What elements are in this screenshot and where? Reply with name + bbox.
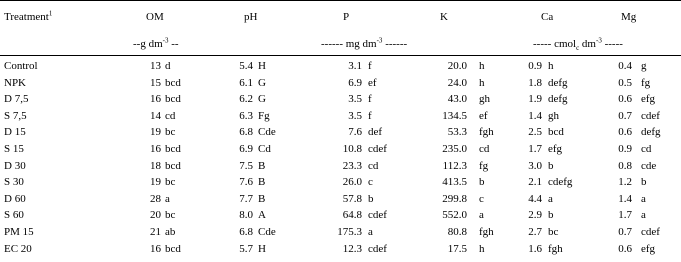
cell-mg: 0.4 <box>618 60 632 72</box>
cell-treatment: D 7,5 <box>4 93 29 106</box>
cell-treatment: Control <box>4 60 38 72</box>
cell-ca: 4.4 <box>528 192 542 205</box>
cell-ph: 6.3 <box>239 109 253 122</box>
cell-k-letter: fg <box>479 159 489 172</box>
cell-ca: 1.9 <box>528 93 542 106</box>
header-treatment <box>4 11 52 24</box>
cell-p: 57.8 <box>342 192 362 205</box>
cell-p-letter: cdef <box>368 209 387 222</box>
cell-ph-letter: H <box>258 60 266 72</box>
cell-ca-letter: bc <box>548 226 559 238</box>
cell-mg: 1.7 <box>618 209 632 222</box>
cell-ph-letter: G <box>258 76 266 89</box>
cell-p: 3.1 <box>348 60 362 72</box>
cell-ca: 2.1 <box>528 176 542 189</box>
cell-om: 19 <box>150 126 161 139</box>
header-ph: pH <box>244 11 258 23</box>
cell-ca-letter: gh <box>548 109 559 122</box>
cell-k: 17.5 <box>447 242 467 255</box>
cell-mg: 0.8 <box>618 159 632 172</box>
cell-mg: 0.7 <box>618 109 632 122</box>
cell-om: 21 <box>150 226 161 238</box>
unit-om: --g $dm^{-3}$ -- <box>133 36 179 50</box>
cell-om: 15 <box>150 76 161 89</box>
cell-om-letter: bc <box>165 209 176 222</box>
cell-treatment: S 7,5 <box>4 109 27 122</box>
cell-om-letter: cd <box>165 109 176 122</box>
cell-om: 20 <box>150 209 161 222</box>
cell-om-letter: bc <box>165 176 176 189</box>
cell-ph: 7.6 <box>239 176 253 189</box>
cell-om: 19 <box>150 176 161 189</box>
cell-treatment: D 60 <box>4 192 26 205</box>
cell-treatment: D 15 <box>4 126 26 139</box>
cell-k: 24.0 <box>447 76 467 89</box>
cell-om: 28 <box>150 192 161 205</box>
cell-p-letter: cd <box>368 159 379 172</box>
cell-ph-letter: Cde <box>258 226 276 238</box>
cell-p-letter: cdef <box>368 143 387 155</box>
cell-p-letter: f <box>368 93 372 106</box>
cell-k-letter: b <box>479 176 485 189</box>
cell-om-letter: bcd <box>165 159 181 172</box>
cell-mg-letter: a <box>641 209 646 222</box>
cell-treatment: PM 15 <box>4 226 34 238</box>
cell-mg-letter: efg <box>641 242 656 255</box>
cell-om-letter: bcd <box>165 242 181 255</box>
cell-k: 134.5 <box>442 109 467 122</box>
cell-mg-letter: b <box>641 176 647 189</box>
table-header-rule <box>0 55 681 56</box>
cell-k-letter: h <box>479 242 485 255</box>
cell-ca-letter: b <box>548 209 554 222</box>
cell-ca-letter: bcd <box>548 126 564 139</box>
cell-ca: 2.9 <box>528 209 542 222</box>
cell-ca-letter: efg <box>548 143 563 155</box>
cell-treatment: S 60 <box>4 209 24 222</box>
cell-k: 20.0 <box>447 60 467 72</box>
cell-treatment: NPK <box>4 76 27 89</box>
cell-ca: 3.0 <box>528 159 542 172</box>
cell-p-letter: c <box>368 176 373 189</box>
cell-k-letter: h <box>479 60 485 72</box>
header-p: P <box>343 11 350 23</box>
cell-mg: 0.7 <box>618 226 632 238</box>
cell-om: 14 <box>150 109 161 122</box>
cell-mg-letter: cde <box>641 159 657 172</box>
cell-ca: 1.6 <box>528 242 542 255</box>
cell-p-letter: a <box>368 226 373 238</box>
cell-mg: 0.9 <box>618 143 632 155</box>
cell-ca-letter: cdefg <box>548 176 573 189</box>
cell-k-letter: fgh <box>479 226 494 238</box>
cell-k-letter: ef <box>479 109 488 122</box>
cell-k-letter: a <box>479 209 484 222</box>
cell-mg-letter: cdef <box>641 109 660 122</box>
cell-om-letter: d <box>165 60 171 72</box>
cell-ca: 2.5 <box>528 126 542 139</box>
header-treatment-footnote: 1 <box>48 9 53 18</box>
cell-ph: 6.8 <box>239 226 253 238</box>
cell-mg: 0.6 <box>618 242 632 255</box>
unit-ca-mg: ----- cmol$_c$ $dm^{-3}$ ----- <box>533 36 623 53</box>
cell-p-letter: f <box>368 60 372 72</box>
cell-mg: 0.5 <box>618 76 632 89</box>
cell-k: 80.8 <box>447 226 467 238</box>
cell-treatment: EC 20 <box>4 242 32 255</box>
cell-ca-letter: defg <box>548 76 568 89</box>
cell-mg-letter: defg <box>641 126 661 139</box>
cell-ph: 7.5 <box>239 159 253 172</box>
cell-ca-letter: fgh <box>548 242 563 255</box>
cell-p: 64.8 <box>342 209 362 222</box>
cell-om: 18 <box>150 159 161 172</box>
cell-mg-letter: efg <box>641 93 656 106</box>
cell-om-letter: a <box>165 192 170 205</box>
cell-ph: 5.4 <box>239 60 253 72</box>
cell-om: 16 <box>150 143 161 155</box>
cell-p: 10.8 <box>342 143 362 155</box>
header-om: OM <box>146 11 164 23</box>
cell-ph-letter: H <box>258 242 266 255</box>
cell-ca: 0.9 <box>528 60 542 72</box>
cell-mg: 1.2 <box>618 176 632 189</box>
cell-ph-letter: Fg <box>258 109 270 122</box>
cell-mg-letter: cdef <box>641 226 660 238</box>
cell-p: 3.5 <box>348 93 362 106</box>
cell-mg-letter: cd <box>641 143 652 155</box>
cell-k-letter: c <box>479 192 484 205</box>
cell-p-letter: ef <box>368 76 377 89</box>
cell-treatment: D 30 <box>4 159 26 172</box>
cell-k: 552.0 <box>442 209 467 222</box>
cell-om-letter: bcd <box>165 143 181 155</box>
cell-ph: 8.0 <box>239 209 253 222</box>
cell-ph: 6.2 <box>239 93 253 106</box>
cell-ph: 6.9 <box>239 143 253 155</box>
cell-ca-letter: h <box>548 60 554 72</box>
cell-ca: 1.7 <box>528 143 542 155</box>
cell-om-letter: bcd <box>165 93 181 106</box>
cell-ph: 6.1 <box>239 76 253 89</box>
cell-k: 413.5 <box>442 176 467 189</box>
cell-p-letter: def <box>368 126 383 139</box>
cell-p: 175.3 <box>337 226 362 238</box>
header-treatment-label: Treatment <box>4 11 49 23</box>
cell-ph-letter: B <box>258 159 266 172</box>
cell-k: 299.8 <box>442 192 467 205</box>
cell-ph: 7.7 <box>239 192 253 205</box>
cell-ph-letter: B <box>258 176 266 189</box>
cell-mg-letter: fg <box>641 76 651 89</box>
cell-mg: 0.6 <box>618 93 632 106</box>
cell-mg-letter: g <box>641 60 647 72</box>
cell-ph: 6.8 <box>239 126 253 139</box>
cell-p: 7.6 <box>348 126 362 139</box>
cell-om: 13 <box>150 60 161 72</box>
cell-ph-letter: G <box>258 93 266 106</box>
cell-ph-letter: Cde <box>258 126 276 139</box>
cell-k: 43.0 <box>447 93 467 106</box>
cell-k-letter: h <box>479 76 485 89</box>
cell-p: 23.3 <box>342 159 362 172</box>
cell-mg: 1.4 <box>618 192 632 205</box>
cell-ca: 1.4 <box>528 109 542 122</box>
cell-om-letter: ab <box>165 226 176 238</box>
cell-p-letter: f <box>368 109 372 122</box>
cell-k: 53.3 <box>447 126 467 139</box>
cell-ph-letter: Cd <box>258 143 271 155</box>
cell-ph-letter: B <box>258 192 266 205</box>
cell-om-letter: bc <box>165 126 176 139</box>
cell-k-letter: fgh <box>479 126 494 139</box>
cell-k: 235.0 <box>442 143 467 155</box>
cell-om: 16 <box>150 93 161 106</box>
cell-treatment: S 15 <box>4 143 24 155</box>
cell-om: 16 <box>150 242 161 255</box>
cell-p: 26.0 <box>342 176 362 189</box>
cell-ca: 2.7 <box>528 226 542 238</box>
cell-ph-letter: A <box>258 209 266 222</box>
cell-p: 6.9 <box>348 76 362 89</box>
cell-om-letter: bcd <box>165 76 181 89</box>
cell-k-letter: gh <box>479 93 490 106</box>
cell-p: 3.5 <box>348 109 362 122</box>
cell-k-letter: cd <box>479 143 490 155</box>
cell-ca-letter: a <box>548 192 553 205</box>
header-mg: Mg <box>621 11 637 23</box>
header-k: K <box>440 11 448 23</box>
cell-ca-letter: defg <box>548 93 568 106</box>
cell-p-letter: cdef <box>368 242 387 255</box>
header-ca: Ca <box>541 11 554 23</box>
cell-p: 12.3 <box>342 242 362 255</box>
cell-treatment: S 30 <box>4 176 24 189</box>
unit-p-k: ------ mg $dm^{-3}$ ------ <box>321 36 408 50</box>
cell-mg-letter: a <box>641 192 646 205</box>
cell-ca-letter: b <box>548 159 554 172</box>
cell-ph: 5.7 <box>239 242 253 255</box>
cell-ca: 1.8 <box>528 76 542 89</box>
cell-p-letter: b <box>368 192 374 205</box>
cell-k: 112.3 <box>442 159 467 172</box>
table-top-rule <box>0 0 681 1</box>
cell-mg: 0.6 <box>618 126 632 139</box>
